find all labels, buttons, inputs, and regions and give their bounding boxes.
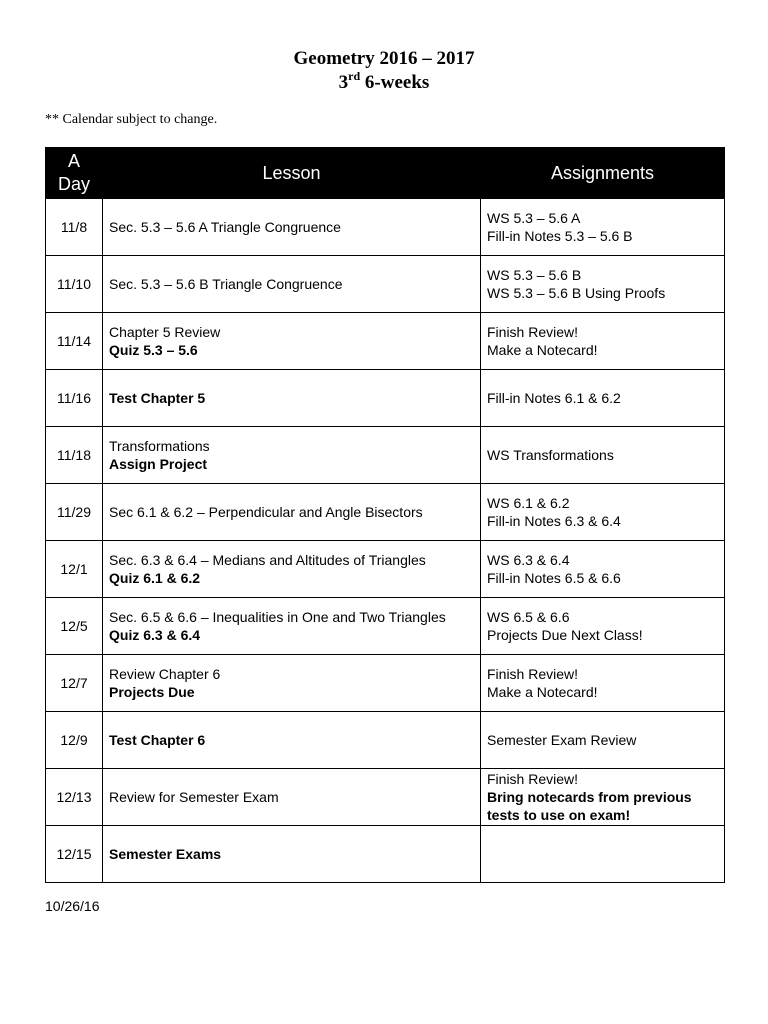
assignment-line: WS Transformations bbox=[487, 447, 614, 463]
table-row bbox=[46, 541, 725, 598]
lesson-line: Test Chapter 5 bbox=[109, 390, 206, 406]
day-cell: 12/15 bbox=[46, 826, 103, 883]
day-cell: 11/8 bbox=[46, 199, 103, 256]
lesson-cell bbox=[103, 598, 481, 655]
day-cell: 11/14 bbox=[46, 313, 103, 370]
lesson-line: Projects Due bbox=[109, 684, 195, 700]
lesson-line: Quiz 6.1 & 6.2 bbox=[109, 570, 201, 586]
table-row bbox=[46, 598, 725, 655]
assignment-line: Semester Exam Review bbox=[487, 732, 637, 748]
day-cell: 12/13 bbox=[46, 769, 103, 826]
day-cell: 12/7 bbox=[46, 655, 103, 712]
assignment-line: Make a Notecard! bbox=[487, 342, 598, 358]
footer-date: 10/26/16 bbox=[45, 898, 100, 914]
assignments-cell bbox=[481, 427, 725, 484]
assignment-line: Finish Review! bbox=[487, 666, 579, 682]
assignments-cell bbox=[481, 769, 725, 826]
lesson-cell bbox=[103, 655, 481, 712]
header-assignments: Assignments bbox=[481, 148, 725, 199]
day-cell: 12/1 bbox=[46, 541, 103, 598]
assignment-line: Finish Review! bbox=[487, 771, 579, 787]
table-row bbox=[46, 427, 725, 484]
assignment-line: WS 5.3 – 5.6 B bbox=[487, 267, 582, 283]
lesson-cell bbox=[103, 427, 481, 484]
assignment-line: WS 5.3 – 5.6 A bbox=[487, 210, 581, 226]
assignments-cell bbox=[481, 655, 725, 712]
subtitle-ordinal-suffix: rd bbox=[348, 68, 361, 83]
lesson-cell bbox=[103, 712, 481, 769]
document-title: Geometry 2016 – 2017 bbox=[293, 48, 475, 69]
table-row bbox=[46, 199, 725, 256]
lesson-line: Transformations bbox=[109, 438, 210, 454]
table-row bbox=[46, 712, 725, 769]
assignments-cell bbox=[481, 826, 725, 883]
assignments-cell bbox=[481, 712, 725, 769]
assignment-line: Fill-in Notes 5.3 – 5.6 B bbox=[487, 228, 633, 244]
assignment-line: WS 5.3 – 5.6 B Using Proofs bbox=[487, 285, 666, 301]
day-cell: 11/10 bbox=[46, 256, 103, 313]
day-cell: 11/16 bbox=[46, 370, 103, 427]
lesson-line: Semester Exams bbox=[109, 846, 222, 862]
lesson-line: Quiz 5.3 – 5.6 bbox=[109, 342, 198, 358]
table-row bbox=[46, 769, 725, 826]
lesson-line: Review for Semester Exam bbox=[109, 789, 279, 805]
assignment-line: WS 6.5 & 6.6 bbox=[487, 609, 570, 625]
header-day bbox=[46, 148, 103, 199]
assignments-cell bbox=[481, 256, 725, 313]
lesson-line: Sec. 5.3 – 5.6 A Triangle Congruence bbox=[109, 219, 341, 235]
document-subtitle bbox=[0, 68, 768, 95]
table-body bbox=[46, 199, 725, 883]
lesson-line: Sec. 6.3 & 6.4 – Medians and Altitudes of Triangles bbox=[109, 552, 426, 568]
assignments-cell bbox=[481, 484, 725, 541]
day-cell: 11/29 bbox=[46, 484, 103, 541]
assignment-line: Fill-in Notes 6.5 & 6.6 bbox=[487, 570, 621, 586]
assignments-cell bbox=[481, 313, 725, 370]
assignment-line: Make a Notecard! bbox=[487, 684, 598, 700]
assignments-cell bbox=[481, 370, 725, 427]
day-cell: 12/5 bbox=[46, 598, 103, 655]
assignment-line: Finish Review! bbox=[487, 324, 579, 340]
lesson-line: Assign Project bbox=[109, 456, 208, 472]
lesson-line: Sec. 5.3 – 5.6 B Triangle Congruence bbox=[109, 276, 343, 292]
lesson-line: Test Chapter 6 bbox=[109, 732, 206, 748]
lesson-line: Quiz 6.3 & 6.4 bbox=[109, 627, 201, 643]
assignments-cell bbox=[481, 598, 725, 655]
assignment-line: Fill-in Notes 6.1 & 6.2 bbox=[487, 390, 621, 406]
subtitle-number: 3 bbox=[338, 72, 349, 93]
assignment-line: Bring notecards from previous bbox=[487, 789, 692, 805]
assignment-line: Projects Due Next Class! bbox=[487, 627, 643, 643]
calendar-table bbox=[45, 147, 725, 883]
table-row bbox=[46, 256, 725, 313]
lesson-line: Sec. 6.5 & 6.6 – Inequalities in One and Two Triangles bbox=[109, 609, 446, 625]
table-header-row bbox=[46, 148, 725, 199]
header-day-line-1: A bbox=[67, 151, 80, 171]
header-day-line-2: Day bbox=[57, 174, 90, 194]
subtitle-rest: 6-weeks bbox=[360, 72, 430, 93]
lesson-cell bbox=[103, 769, 481, 826]
assignments-cell bbox=[481, 199, 725, 256]
lesson-cell bbox=[103, 484, 481, 541]
table-row bbox=[46, 655, 725, 712]
assignment-line: tests to use on exam! bbox=[487, 807, 631, 823]
lesson-cell bbox=[103, 256, 481, 313]
table-row bbox=[46, 826, 725, 883]
assignment-line: WS 6.1 & 6.2 bbox=[487, 495, 570, 511]
assignment-line: WS 6.3 & 6.4 bbox=[487, 552, 570, 568]
lesson-line: Review Chapter 6 bbox=[109, 666, 221, 682]
table-row bbox=[46, 484, 725, 541]
assignments-cell bbox=[481, 541, 725, 598]
day-cell: 11/18 bbox=[46, 427, 103, 484]
lesson-cell bbox=[103, 313, 481, 370]
header-lesson: Lesson bbox=[103, 148, 481, 199]
calendar-note: ** Calendar subject to change. bbox=[45, 112, 218, 127]
lesson-cell bbox=[103, 826, 481, 883]
table-row bbox=[46, 370, 725, 427]
lesson-line: Chapter 5 Review bbox=[109, 324, 221, 340]
lesson-cell bbox=[103, 541, 481, 598]
assignment-line: Fill-in Notes 6.3 & 6.4 bbox=[487, 513, 621, 529]
lesson-cell bbox=[103, 199, 481, 256]
day-cell: 12/9 bbox=[46, 712, 103, 769]
table-row bbox=[46, 313, 725, 370]
lesson-cell bbox=[103, 370, 481, 427]
lesson-line: Sec 6.1 & 6.2 – Perpendicular and Angle Bisectors bbox=[109, 504, 423, 520]
